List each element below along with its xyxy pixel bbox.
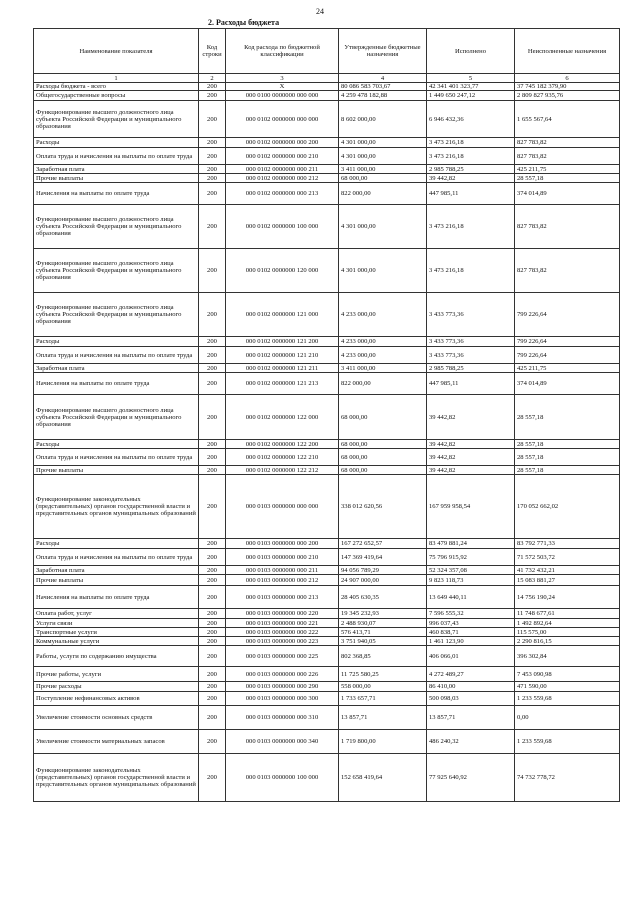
row-approved-cell: 68 000,00 bbox=[339, 440, 427, 449]
column-number: 4 bbox=[339, 74, 427, 83]
row-approved-cell: 822 000,00 bbox=[339, 183, 427, 205]
row-code-cell: 200 bbox=[199, 667, 226, 682]
row-classification-cell: 000 0102 0000000 121 213 bbox=[226, 373, 339, 395]
row-classification-cell: 000 0103 0000000 100 000 bbox=[226, 754, 339, 802]
row-unexecuted-cell: 827 783,82 bbox=[515, 148, 620, 165]
row-executed-cell: 13 857,71 bbox=[427, 706, 515, 730]
row-approved-cell: 338 012 620,56 bbox=[339, 475, 427, 539]
row-code-cell: 200 bbox=[199, 440, 226, 449]
row-name-cell: Прочие выплаты bbox=[34, 466, 199, 475]
row-executed-cell: 3 433 773,36 bbox=[427, 293, 515, 337]
row-unexecuted-cell: 28 557,18 bbox=[515, 466, 620, 475]
row-approved-cell: 11 725 580,25 bbox=[339, 667, 427, 682]
row-unexecuted-cell: 28 557,18 bbox=[515, 174, 620, 183]
row-approved-cell: 68 000,00 bbox=[339, 395, 427, 440]
row-name-cell: Функционирование законодательных (представительных) органов государственной власти и представительных органов муниципальных образований bbox=[34, 754, 199, 802]
table-row bbox=[34, 619, 620, 628]
row-approved-cell: 2 488 930,07 bbox=[339, 619, 427, 628]
row-code-cell: 200 bbox=[199, 148, 226, 165]
row-code-cell: 200 bbox=[199, 754, 226, 802]
row-classification-cell: 000 0102 0000000 000 210 bbox=[226, 148, 339, 165]
row-executed-cell: 39 442,82 bbox=[427, 174, 515, 183]
row-code-cell: 200 bbox=[199, 373, 226, 395]
table-row bbox=[34, 148, 620, 165]
row-code-cell: 200 bbox=[199, 609, 226, 619]
table-row bbox=[34, 440, 620, 449]
table-row bbox=[34, 91, 620, 101]
row-executed-cell: 3 433 773,36 bbox=[427, 347, 515, 364]
row-code-cell: 200 bbox=[199, 475, 226, 539]
row-executed-cell: 3 433 773,36 bbox=[427, 337, 515, 347]
row-code-cell: 200 bbox=[199, 449, 226, 466]
row-code-cell: 200 bbox=[199, 730, 226, 754]
table-row bbox=[34, 395, 620, 440]
row-name-cell: Прочие расходы bbox=[34, 682, 199, 692]
table-row bbox=[34, 549, 620, 566]
column-number: 2 bbox=[199, 74, 226, 83]
table-row bbox=[34, 138, 620, 148]
row-approved-cell: 1 719 800,00 bbox=[339, 730, 427, 754]
row-code-cell: 200 bbox=[199, 619, 226, 628]
row-name-cell: Оплата труда и начисления на выплаты по оплате труда bbox=[34, 549, 199, 566]
table-row bbox=[34, 174, 620, 183]
table-row bbox=[34, 682, 620, 692]
row-approved-cell: 4 301 000,00 bbox=[339, 249, 427, 293]
row-approved-cell: 4 233 000,00 bbox=[339, 347, 427, 364]
row-executed-cell: 3 473 216,18 bbox=[427, 249, 515, 293]
row-unexecuted-cell: 0,00 bbox=[515, 706, 620, 730]
row-executed-cell: 52 324 357,08 bbox=[427, 566, 515, 575]
row-unexecuted-cell: 471 590,00 bbox=[515, 682, 620, 692]
row-approved-cell: 802 368,85 bbox=[339, 646, 427, 667]
row-unexecuted-cell: 1 655 567,64 bbox=[515, 101, 620, 138]
row-classification-cell: 000 0102 0000000 000 213 bbox=[226, 183, 339, 205]
row-code-cell: 200 bbox=[199, 91, 226, 101]
table-row bbox=[34, 539, 620, 549]
row-approved-cell: 152 658 419,64 bbox=[339, 754, 427, 802]
table-row bbox=[34, 754, 620, 802]
row-name-cell: Услуги связи bbox=[34, 619, 199, 628]
row-code-cell: 200 bbox=[199, 165, 226, 174]
row-code-cell: 200 bbox=[199, 174, 226, 183]
row-name-cell: Работы, услуги по содержанию имущества bbox=[34, 646, 199, 667]
row-code-cell: 200 bbox=[199, 586, 226, 609]
row-name-cell: Функционирование высшего должностного лица субъекта Российской Федерации и муниципального образования bbox=[34, 293, 199, 337]
header-row bbox=[34, 29, 620, 74]
row-classification-cell: 000 0103 0000000 000 210 bbox=[226, 549, 339, 566]
table-row bbox=[34, 165, 620, 174]
row-name-cell: Расходы bbox=[34, 440, 199, 449]
header-classification: Код расхода по бюджетной классификации bbox=[226, 29, 339, 74]
row-approved-cell: 4 233 000,00 bbox=[339, 293, 427, 337]
row-executed-cell: 39 442,82 bbox=[427, 449, 515, 466]
row-classification-cell: 000 0103 0000000 000 225 bbox=[226, 646, 339, 667]
row-unexecuted-cell: 74 732 778,72 bbox=[515, 754, 620, 802]
table-row bbox=[34, 205, 620, 249]
row-name-cell: Функционирование высшего должностного лица субъекта Российской Федерации и муниципального образования bbox=[34, 395, 199, 440]
row-executed-cell: 39 442,82 bbox=[427, 440, 515, 449]
row-code-cell: 200 bbox=[199, 706, 226, 730]
row-unexecuted-cell: 115 575,00 bbox=[515, 628, 620, 637]
row-executed-cell: 3 473 216,18 bbox=[427, 205, 515, 249]
row-code-cell: 200 bbox=[199, 249, 226, 293]
row-classification-cell: 000 0103 0000000 000 300 bbox=[226, 692, 339, 706]
row-approved-cell: 80 086 583 703,67 bbox=[339, 83, 427, 91]
row-name-cell: Расходы бюджета - всего bbox=[34, 83, 199, 91]
row-classification-cell: 000 0102 0000000 121 210 bbox=[226, 347, 339, 364]
row-executed-cell: 9 823 118,73 bbox=[427, 575, 515, 586]
row-code-cell: 200 bbox=[199, 628, 226, 637]
table-row bbox=[34, 101, 620, 138]
row-unexecuted-cell: 37 745 182 379,90 bbox=[515, 83, 620, 91]
row-executed-cell: 6 946 432,36 bbox=[427, 101, 515, 138]
row-name-cell: Функционирование высшего должностного лица субъекта Российской Федерации и муниципального образования bbox=[34, 249, 199, 293]
row-approved-cell: 3 411 000,00 bbox=[339, 165, 427, 174]
row-classification-cell: 000 0102 0000000 122 200 bbox=[226, 440, 339, 449]
table-row bbox=[34, 183, 620, 205]
row-approved-cell: 4 259 478 182,88 bbox=[339, 91, 427, 101]
row-executed-cell: 1 461 123,90 bbox=[427, 637, 515, 646]
header-unexecuted: Неисполненные назначения bbox=[515, 29, 620, 74]
row-executed-cell: 75 796 915,92 bbox=[427, 549, 515, 566]
table-row bbox=[34, 628, 620, 637]
column-number: 3 bbox=[226, 74, 339, 83]
row-unexecuted-cell: 799 226,64 bbox=[515, 347, 620, 364]
row-approved-cell: 4 301 000,00 bbox=[339, 148, 427, 165]
row-executed-cell: 13 649 440,11 bbox=[427, 586, 515, 609]
row-executed-cell: 447 985,11 bbox=[427, 373, 515, 395]
row-code-cell: 200 bbox=[199, 205, 226, 249]
table-row bbox=[34, 364, 620, 373]
row-name-cell: Поступление нефинансовых активов bbox=[34, 692, 199, 706]
row-classification-cell: 000 0103 0000000 000 226 bbox=[226, 667, 339, 682]
table-row bbox=[34, 575, 620, 586]
row-unexecuted-cell: 374 014,89 bbox=[515, 373, 620, 395]
row-name-cell: Начисления на выплаты по оплате труда bbox=[34, 586, 199, 609]
row-unexecuted-cell: 7 453 090,98 bbox=[515, 667, 620, 682]
row-unexecuted-cell: 15 083 881,27 bbox=[515, 575, 620, 586]
row-unexecuted-cell: 71 572 503,72 bbox=[515, 549, 620, 566]
row-unexecuted-cell: 83 792 771,33 bbox=[515, 539, 620, 549]
row-code-cell: 200 bbox=[199, 466, 226, 475]
row-executed-cell: 83 479 881,24 bbox=[427, 539, 515, 549]
row-code-cell: 200 bbox=[199, 692, 226, 706]
row-executed-cell: 4 272 489,27 bbox=[427, 667, 515, 682]
row-classification-cell: 000 0102 0000000 122 212 bbox=[226, 466, 339, 475]
row-code-cell: 200 bbox=[199, 549, 226, 566]
header-approved: Утвержденные бюджетные назначения bbox=[339, 29, 427, 74]
table-row bbox=[34, 609, 620, 619]
row-unexecuted-cell: 28 557,18 bbox=[515, 440, 620, 449]
row-unexecuted-cell: 1 233 559,68 bbox=[515, 730, 620, 754]
row-name-cell: Транспортные услуги bbox=[34, 628, 199, 637]
table-row bbox=[34, 373, 620, 395]
column-number: 1 bbox=[34, 74, 199, 83]
row-classification-cell: 000 0103 0000000 000 220 bbox=[226, 609, 339, 619]
row-name-cell: Функционирование высшего должностного лица субъекта Российской Федерации и муниципального образования bbox=[34, 101, 199, 138]
row-unexecuted-cell: 170 052 662,02 bbox=[515, 475, 620, 539]
row-unexecuted-cell: 799 226,64 bbox=[515, 337, 620, 347]
column-number: 5 bbox=[427, 74, 515, 83]
row-approved-cell: 4 301 000,00 bbox=[339, 138, 427, 148]
row-name-cell: Заработная плата bbox=[34, 165, 199, 174]
section-title: 2. Расходы бюджета bbox=[208, 18, 280, 27]
row-code-cell: 200 bbox=[199, 575, 226, 586]
row-approved-cell: 558 000,00 bbox=[339, 682, 427, 692]
row-unexecuted-cell: 2 809 827 935,76 bbox=[515, 91, 620, 101]
row-code-cell: 200 bbox=[199, 83, 226, 91]
row-classification-cell: 000 0102 0000000 121 211 bbox=[226, 364, 339, 373]
column-number: 6 bbox=[515, 74, 620, 83]
table-row bbox=[34, 337, 620, 347]
row-name-cell: Функционирование высшего должностного лица субъекта Российской Федерации и муниципального образования bbox=[34, 205, 199, 249]
row-executed-cell: 77 925 640,92 bbox=[427, 754, 515, 802]
table-row bbox=[34, 249, 620, 293]
table-row bbox=[34, 730, 620, 754]
row-name-cell: Общегосударственные вопросы bbox=[34, 91, 199, 101]
row-code-cell: 200 bbox=[199, 646, 226, 667]
row-classification-cell: 000 0102 0000000 121 200 bbox=[226, 337, 339, 347]
row-code-cell: 200 bbox=[199, 566, 226, 575]
row-unexecuted-cell: 396 302,84 bbox=[515, 646, 620, 667]
table-row bbox=[34, 83, 620, 91]
row-name-cell: Начисления на выплаты по оплате труда bbox=[34, 183, 199, 205]
row-executed-cell: 7 596 555,32 bbox=[427, 609, 515, 619]
row-name-cell: Заработная плата bbox=[34, 566, 199, 575]
table-row bbox=[34, 692, 620, 706]
row-unexecuted-cell: 827 783,82 bbox=[515, 205, 620, 249]
row-executed-cell: 447 985,11 bbox=[427, 183, 515, 205]
row-executed-cell: 39 442,82 bbox=[427, 466, 515, 475]
row-approved-cell: 167 272 652,57 bbox=[339, 539, 427, 549]
row-approved-cell: 4 233 000,00 bbox=[339, 337, 427, 347]
column-number-row bbox=[34, 74, 620, 83]
row-approved-cell: 68 000,00 bbox=[339, 466, 427, 475]
row-name-cell: Увеличение стоимости материальных запасов bbox=[34, 730, 199, 754]
row-unexecuted-cell: 28 557,18 bbox=[515, 449, 620, 466]
row-unexecuted-cell: 41 732 432,21 bbox=[515, 566, 620, 575]
row-approved-cell: 4 301 000,00 bbox=[339, 205, 427, 249]
row-unexecuted-cell: 425 211,75 bbox=[515, 364, 620, 373]
row-classification-cell: 000 0102 0000000 120 000 bbox=[226, 249, 339, 293]
row-executed-cell: 406 066,01 bbox=[427, 646, 515, 667]
row-approved-cell: 822 000,00 bbox=[339, 373, 427, 395]
row-unexecuted-cell: 28 557,18 bbox=[515, 395, 620, 440]
page-number: 24 bbox=[316, 7, 324, 16]
row-classification-cell: 000 0103 0000000 000 212 bbox=[226, 575, 339, 586]
row-classification-cell: 000 0103 0000000 000 000 bbox=[226, 475, 339, 539]
row-approved-cell: 3 751 940,05 bbox=[339, 637, 427, 646]
row-unexecuted-cell: 827 783,82 bbox=[515, 249, 620, 293]
table-row bbox=[34, 475, 620, 539]
row-name-cell: Расходы bbox=[34, 138, 199, 148]
row-classification-cell: 000 0102 0000000 100 000 bbox=[226, 205, 339, 249]
row-executed-cell: 2 985 788,25 bbox=[427, 364, 515, 373]
table-row bbox=[34, 449, 620, 466]
row-approved-cell: 147 369 419,64 bbox=[339, 549, 427, 566]
row-approved-cell: 19 345 232,93 bbox=[339, 609, 427, 619]
row-name-cell: Оплата труда и начисления на выплаты по оплате труда bbox=[34, 347, 199, 364]
row-unexecuted-cell: 374 014,89 bbox=[515, 183, 620, 205]
row-approved-cell: 28 405 630,35 bbox=[339, 586, 427, 609]
row-approved-cell: 94 056 789,29 bbox=[339, 566, 427, 575]
row-code-cell: 200 bbox=[199, 347, 226, 364]
row-executed-cell: 2 985 788,25 bbox=[427, 165, 515, 174]
row-name-cell: Прочие выплаты bbox=[34, 575, 199, 586]
row-executed-cell: 1 449 650 247,12 bbox=[427, 91, 515, 101]
row-name-cell: Начисления на выплаты по оплате труда bbox=[34, 373, 199, 395]
row-approved-cell: 8 602 000,00 bbox=[339, 101, 427, 138]
row-classification-cell: 000 0100 0000000 000 000 bbox=[226, 91, 339, 101]
row-classification-cell: 000 0102 0000000 122 210 bbox=[226, 449, 339, 466]
row-executed-cell: 3 473 216,18 bbox=[427, 138, 515, 148]
row-code-cell: 200 bbox=[199, 637, 226, 646]
row-classification-cell: 000 0103 0000000 000 221 bbox=[226, 619, 339, 628]
row-approved-cell: 68 000,00 bbox=[339, 174, 427, 183]
row-classification-cell: 000 0103 0000000 000 213 bbox=[226, 586, 339, 609]
row-executed-cell: 3 473 216,18 bbox=[427, 148, 515, 165]
row-classification-cell: 000 0103 0000000 000 223 bbox=[226, 637, 339, 646]
row-unexecuted-cell: 1 233 559,68 bbox=[515, 692, 620, 706]
row-code-cell: 200 bbox=[199, 364, 226, 373]
row-classification-cell: 000 0102 0000000 121 000 bbox=[226, 293, 339, 337]
row-name-cell: Расходы bbox=[34, 539, 199, 549]
row-approved-cell: 24 907 000,00 bbox=[339, 575, 427, 586]
row-classification-cell: 000 0103 0000000 000 222 bbox=[226, 628, 339, 637]
row-classification-cell: 000 0102 0000000 000 200 bbox=[226, 138, 339, 148]
row-name-cell: Прочие выплаты bbox=[34, 174, 199, 183]
table-row bbox=[34, 646, 620, 667]
row-executed-cell: 86 410,00 bbox=[427, 682, 515, 692]
table-row bbox=[34, 667, 620, 682]
row-unexecuted-cell: 1 492 892,64 bbox=[515, 619, 620, 628]
row-code-cell: 200 bbox=[199, 101, 226, 138]
table-row bbox=[34, 566, 620, 575]
row-classification-cell: 000 0103 0000000 000 200 bbox=[226, 539, 339, 549]
row-name-cell: Функционирование законодательных (представительных) органов государственной власти и представительных органов муниципальных образований bbox=[34, 475, 199, 539]
row-executed-cell: 39 442,82 bbox=[427, 395, 515, 440]
row-name-cell: Заработная плата bbox=[34, 364, 199, 373]
row-classification-cell: 000 0102 0000000 000 000 bbox=[226, 101, 339, 138]
row-classification-cell: 000 0102 0000000 000 211 bbox=[226, 165, 339, 174]
row-classification-cell: 000 0103 0000000 000 340 bbox=[226, 730, 339, 754]
row-name-cell: Расходы bbox=[34, 337, 199, 347]
row-code-cell: 200 bbox=[199, 395, 226, 440]
row-unexecuted-cell: 827 783,82 bbox=[515, 138, 620, 148]
row-executed-cell: 500 098,03 bbox=[427, 692, 515, 706]
row-name-cell: Прочие работы, услуги bbox=[34, 667, 199, 682]
header-code: Код строки bbox=[199, 29, 226, 74]
header-executed: Исполнено bbox=[427, 29, 515, 74]
row-unexecuted-cell: 14 756 190,24 bbox=[515, 586, 620, 609]
row-code-cell: 200 bbox=[199, 293, 226, 337]
row-name-cell: Оплата работ, услуг bbox=[34, 609, 199, 619]
row-name-cell: Увеличение стоимости основных средств bbox=[34, 706, 199, 730]
row-classification-cell: X bbox=[226, 83, 339, 91]
row-code-cell: 200 bbox=[199, 682, 226, 692]
table-row bbox=[34, 637, 620, 646]
row-executed-cell: 486 240,32 bbox=[427, 730, 515, 754]
row-approved-cell: 3 411 000,00 bbox=[339, 364, 427, 373]
row-classification-cell: 000 0103 0000000 000 211 bbox=[226, 566, 339, 575]
row-name-cell: Оплата труда и начисления на выплаты по оплате труда bbox=[34, 148, 199, 165]
row-classification-cell: 000 0103 0000000 000 290 bbox=[226, 682, 339, 692]
row-code-cell: 200 bbox=[199, 138, 226, 148]
row-unexecuted-cell: 2 290 816,15 bbox=[515, 637, 620, 646]
row-approved-cell: 1 733 657,71 bbox=[339, 692, 427, 706]
row-unexecuted-cell: 11 748 677,61 bbox=[515, 609, 620, 619]
table-row bbox=[34, 586, 620, 609]
budget-expenses-table bbox=[33, 28, 620, 802]
header-name: Наименование показателя bbox=[34, 29, 199, 74]
table-row bbox=[34, 466, 620, 475]
row-executed-cell: 460 838,71 bbox=[427, 628, 515, 637]
row-executed-cell: 996 037,43 bbox=[427, 619, 515, 628]
row-executed-cell: 42 341 401 323,77 bbox=[427, 83, 515, 91]
table-row bbox=[34, 293, 620, 337]
row-executed-cell: 167 959 958,54 bbox=[427, 475, 515, 539]
row-approved-cell: 68 000,00 bbox=[339, 449, 427, 466]
row-classification-cell: 000 0102 0000000 122 000 bbox=[226, 395, 339, 440]
row-code-cell: 200 bbox=[199, 183, 226, 205]
row-code-cell: 200 bbox=[199, 337, 226, 347]
table-row bbox=[34, 347, 620, 364]
row-name-cell: Оплата труда и начисления на выплаты по оплате труда bbox=[34, 449, 199, 466]
row-approved-cell: 13 857,71 bbox=[339, 706, 427, 730]
row-classification-cell: 000 0102 0000000 000 212 bbox=[226, 174, 339, 183]
row-name-cell: Коммунальные услуги bbox=[34, 637, 199, 646]
table-row bbox=[34, 706, 620, 730]
row-approved-cell: 576 413,71 bbox=[339, 628, 427, 637]
row-unexecuted-cell: 425 211,75 bbox=[515, 165, 620, 174]
row-code-cell: 200 bbox=[199, 539, 226, 549]
row-classification-cell: 000 0103 0000000 000 310 bbox=[226, 706, 339, 730]
row-unexecuted-cell: 799 226,64 bbox=[515, 293, 620, 337]
